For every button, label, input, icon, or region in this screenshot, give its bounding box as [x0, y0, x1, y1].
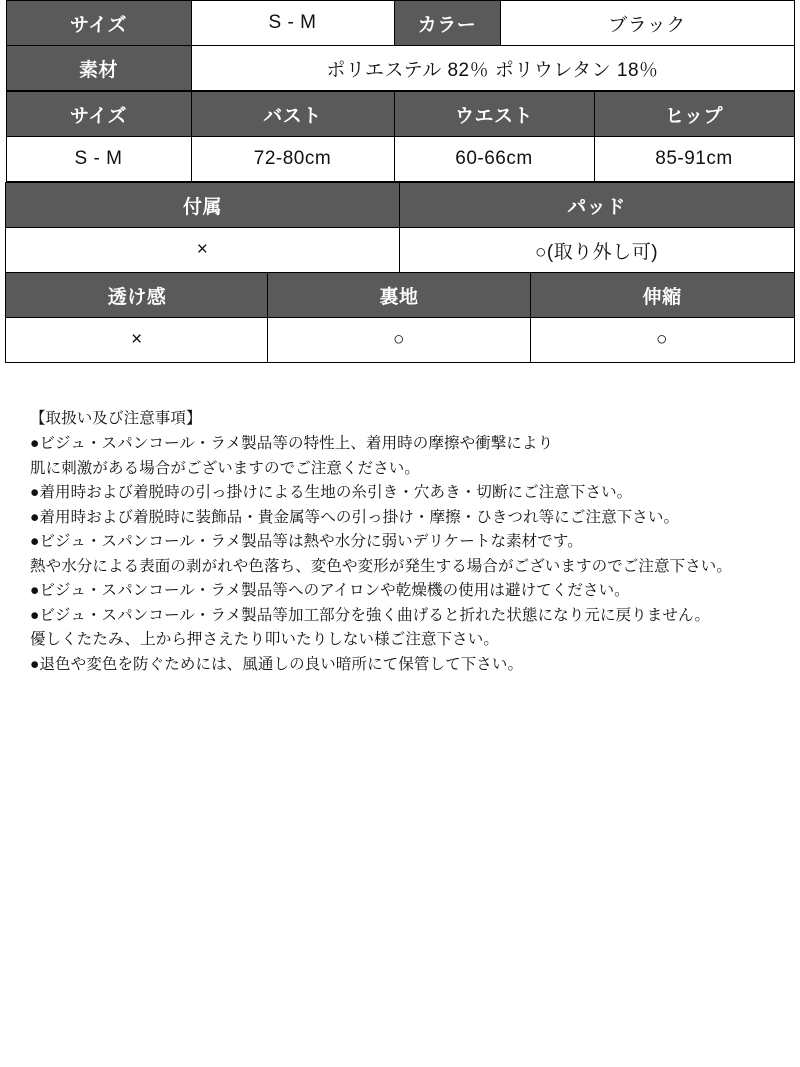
label-size: サイズ [6, 1, 191, 46]
table-row [6, 318, 794, 363]
label-size: サイズ [6, 92, 191, 137]
value-size: S - M [191, 1, 394, 46]
table-row [6, 183, 794, 228]
value-lining: ○ [268, 318, 530, 363]
spec-table-basic [6, 0, 795, 91]
value-waist: 60-66cm [394, 137, 594, 182]
label-sheerness: 透け感 [6, 273, 268, 318]
label-pad: パッド [399, 183, 794, 228]
value-bust: 72-80cm [191, 137, 394, 182]
care-instructions-title: 【取扱い及び注意事項】 [30, 410, 202, 427]
table-row [6, 92, 794, 137]
value-size: S - M [6, 137, 191, 182]
value-material: ポリエステル 82％ ポリウレタン 18％ [191, 46, 794, 91]
table-row [6, 1, 794, 46]
care-instructions [30, 407, 800, 677]
table-row [6, 273, 794, 318]
value-hip: 85-91cm [594, 137, 794, 182]
value-stretch: ○ [530, 318, 794, 363]
care-instructions-line: 熱や水分による表面の剥がれや色落ち、変色や変形が発生する場合がございますのでご注意下さい。 [30, 557, 733, 575]
value-color: ブラック [500, 1, 794, 46]
spec-table-features [5, 182, 794, 363]
care-instructions-line: ●退色や変色を防ぐためには、風通しの良い暗所にて保管して下さい。 [30, 655, 524, 673]
value-accessory: × [6, 228, 399, 273]
label-hip: ヒップ [594, 92, 794, 137]
table-row [6, 137, 794, 182]
care-instructions-line: ●ビジュ・スパンコール・ラメ製品等の特性上、着用時の摩擦や衝撃により [30, 435, 554, 453]
label-accessory: 付属 [6, 183, 399, 228]
table-row [6, 228, 794, 273]
care-instructions-line: ●着用時および着脱時に装飾品・貴金属等への引っ掛け・摩擦・ひきつれ等にご注意下さい。 [30, 508, 680, 526]
care-instructions-line: ●ビジュ・スパンコール・ラメ製品等へのアイロンや乾燥機の使用は避けてください。 [30, 582, 630, 600]
care-instructions-line: ●ビジュ・スパンコール・ラメ製品等加工部分を強く曲げると折れた状態になり元に戻りません。 [30, 606, 711, 624]
spec-table-measurements [6, 91, 795, 182]
care-instructions-line: ●着用時および着脱時の引っ掛けによる生地の糸引き・穴あき・切断にご注意下さい。 [30, 484, 633, 502]
value-pad: ○(取り外し可) [399, 228, 794, 273]
label-color: カラー [394, 1, 500, 46]
label-stretch: 伸縮 [530, 273, 794, 318]
label-waist: ウエスト [394, 92, 594, 137]
label-bust: バスト [191, 92, 394, 137]
table-row [6, 46, 794, 91]
label-lining: 裏地 [268, 273, 530, 318]
care-instructions-line: 肌に刺激がある場合がございますのでご注意ください。 [30, 459, 421, 477]
care-instructions-line: 優しくたたみ、上から押さえたり叩いたりしない様ご注意下さい。 [30, 631, 499, 649]
value-sheerness: × [6, 318, 268, 363]
care-instructions-line: ●ビジュ・スパンコール・ラメ製品等は熱や水分に弱いデリケートな素材です。 [30, 533, 583, 551]
label-material: 素材 [6, 46, 191, 91]
